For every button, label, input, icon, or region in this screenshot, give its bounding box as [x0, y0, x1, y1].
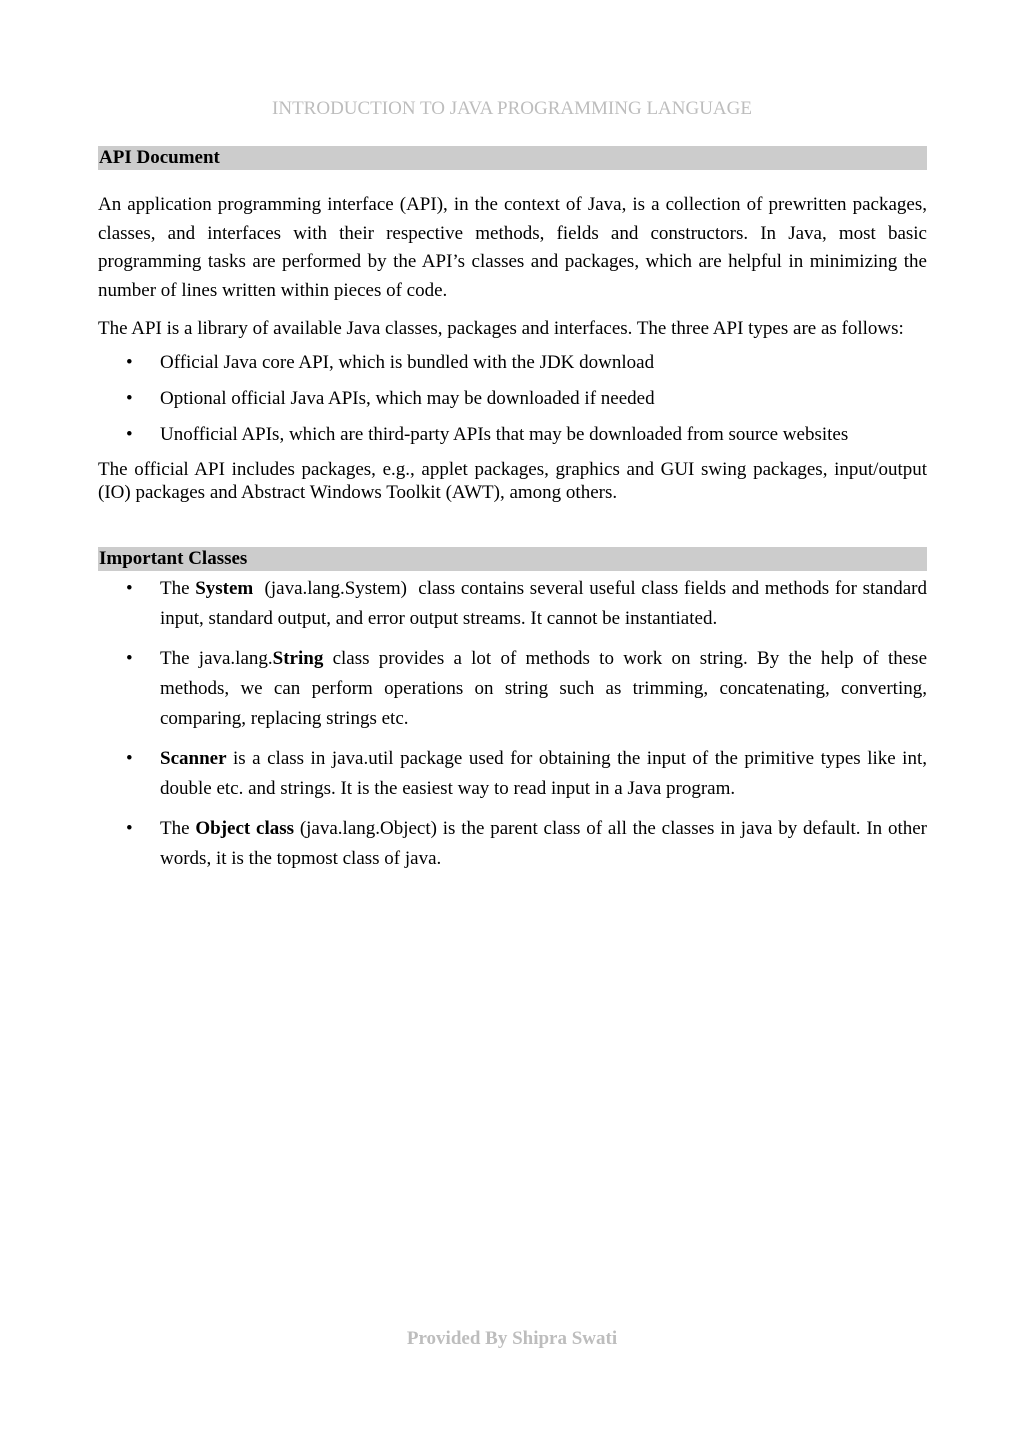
list-item [98, 744, 927, 804]
class-name-object: Object class [195, 818, 295, 840]
list-item-text-after: (java.lang.System) class contains several useful class fields and methods for standard input, standard output, and error output streams. It cannot be instantiated. [160, 578, 932, 630]
api-types-list [98, 351, 927, 446]
list-item [98, 574, 932, 634]
bullet-icon: • [126, 748, 133, 770]
section-heading-api-document: API Document [98, 146, 927, 170]
list-item-text-before: The [160, 818, 196, 840]
bullet-icon: • [126, 424, 133, 446]
class-name-string: String [272, 648, 324, 670]
class-name-scanner: Scanner [160, 748, 227, 770]
list-item [98, 814, 927, 874]
list-item [98, 423, 927, 446]
section-heading-important-classes: Important Classes [98, 547, 927, 571]
bullet-icon: • [126, 388, 133, 410]
page-content [98, 146, 932, 884]
list-item-text-before: The java.lang. [160, 648, 273, 670]
list-item-text: Official Java core API, which is bundled with the JDK download [160, 352, 655, 374]
bullet-icon: • [126, 578, 133, 600]
important-classes-list [98, 574, 932, 874]
list-item-text-after: class provides a lot of methods to work on string. By the help of these methods, we can perform operations on string such as trimming, concatenating, converting, comparing, replacing strings etc. [160, 648, 927, 730]
bullet-icon: • [126, 818, 133, 840]
api-types-intro-paragraph: The API is a library of available Java classes, packages and interfaces. The three API types are as follows: [98, 318, 904, 340]
api-intro-paragraph: An application programming interface (API), in the context of Java, is a collection of prewritten packages, classes, and interfaces with their respective methods, fields and constructors. In Java, most basic programming tasks are performed by the API’s classes and packages, which are helpful in minimizing the number of lines written within pieces of code. [98, 194, 927, 301]
list-item-text-after: is a class in java.util package used for obtaining the input of the primitive types like int, double etc. and strings. It is the easiest way to read input in a Java program. [160, 748, 927, 800]
list-item-text: Unofficial APIs, which are third-party APIs that may be downloaded from source websites [160, 424, 849, 446]
bullet-icon: • [126, 352, 133, 374]
running-footer: Provided By Shipra Swati [406, 1328, 618, 1349]
list-item-text: Optional official Java APIs, which may be downloaded if needed [160, 388, 655, 410]
list-item-text-before: The [160, 578, 196, 600]
list-item [98, 351, 927, 374]
list-item [98, 387, 927, 410]
list-item [98, 644, 927, 734]
list-item-text-after: (java.lang.Object) is the parent class of all the classes in java by default. In other words, it is the topmost class of java. [160, 818, 927, 870]
running-header: INTRODUCTION TO JAVA PROGRAMMING LANGUAGE [272, 98, 752, 119]
api-closing-paragraph: The official API includes packages, e.g., applet packages, graphics and GUI swing packages, input/output (IO) packages and Abstract Windows Toolkit (AWT), among others. [98, 459, 927, 504]
class-name-system: System [195, 578, 254, 600]
bullet-icon: • [126, 648, 133, 670]
